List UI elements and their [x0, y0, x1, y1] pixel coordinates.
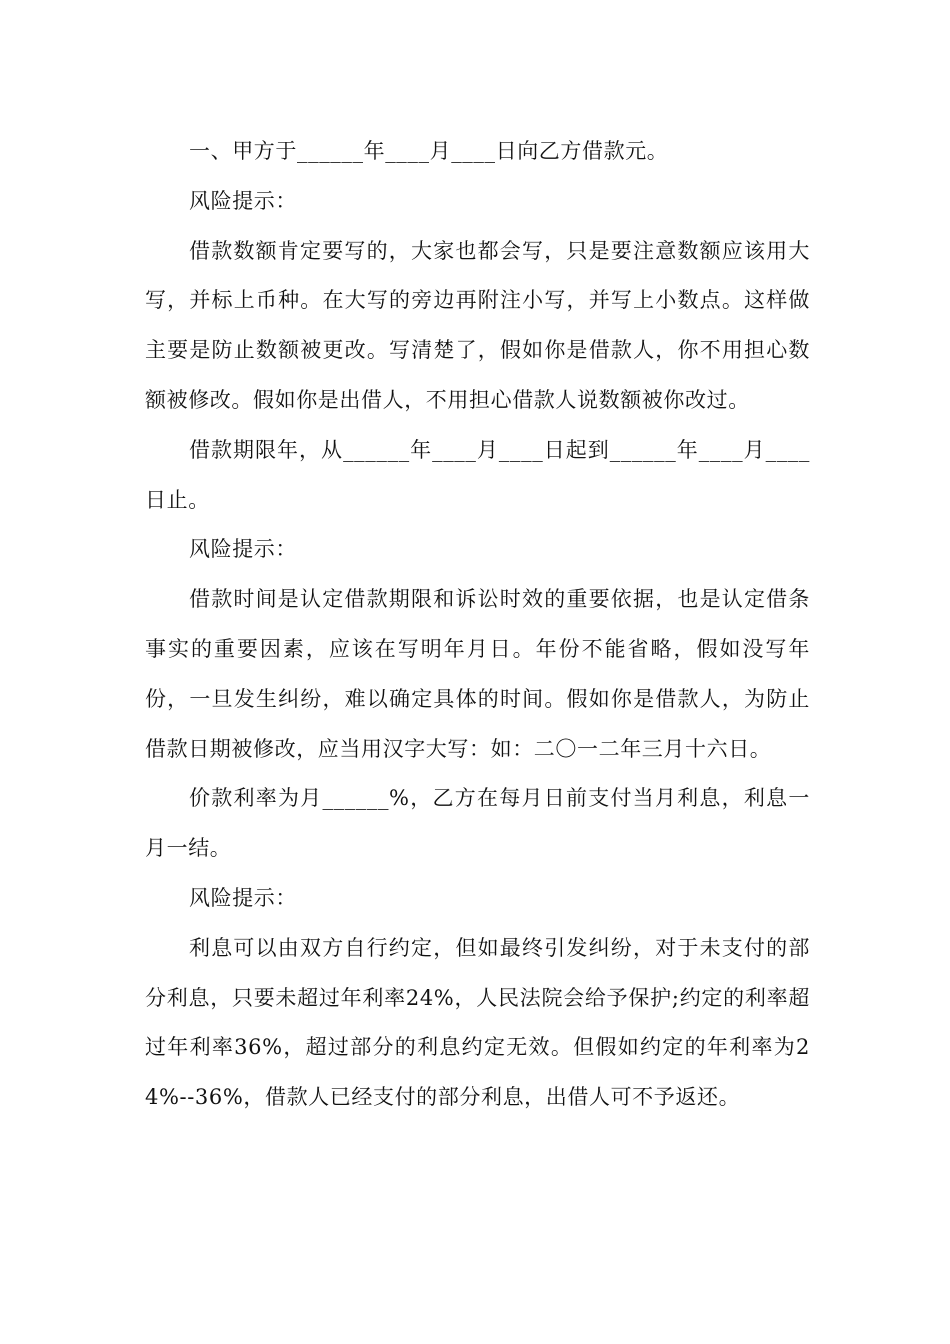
risk-text-date: 借款时间是认定借款期限和诉讼时效的重要依据，也是认定借条事实的重要因素，应该在写明年月日。年份不能省略，假如没写年份，一旦发生纠纷，难以确定具体的时间。假如你是借款人，为防止借款日期被修改，应当用汉字大写：如：二〇一二年三月十六日。: [145, 587, 810, 761]
risk-heading: 风险提示：: [189, 188, 297, 213]
document-body: [145, 127, 810, 1123]
clause-loan-date: 一、甲方于______年____月____日向乙方借款元。: [189, 139, 669, 163]
risk-text-interest: 利息可以由双方自行约定，但如最终引发纠纷，对于未支付的部分利息，只要未超过年利率24%，人民法院会给予保护;约定的利率超过年利率36%，超过部分的利息约定无效。但假如约定的年利率为24%--36%，借款人已经支付的部分利息，出借人可不予返还。: [145, 935, 810, 1110]
risk-heading: 风险提示：: [189, 537, 297, 562]
risk-text-amount: 借款数额肯定要写的，大家也都会写，只是要注意数额应该用大写，并标上币种。在大写的旁边再附注小写，并写上小数点。这样做主要是防止数额被更改。写清楚了，假如你是借款人，你不用担心数额被修改。假如你是出借人，不用担心借款人说数额被你改过。: [145, 238, 810, 412]
clause-loan-term: 借款期限年，从______年____月____日起到______年____月____日止。: [145, 437, 810, 512]
clause-interest-rate: 价款利率为月______%，乙方在每月日前支付当月利息，利息一月一结。: [145, 786, 810, 861]
risk-heading: 风险提示：: [189, 885, 297, 910]
